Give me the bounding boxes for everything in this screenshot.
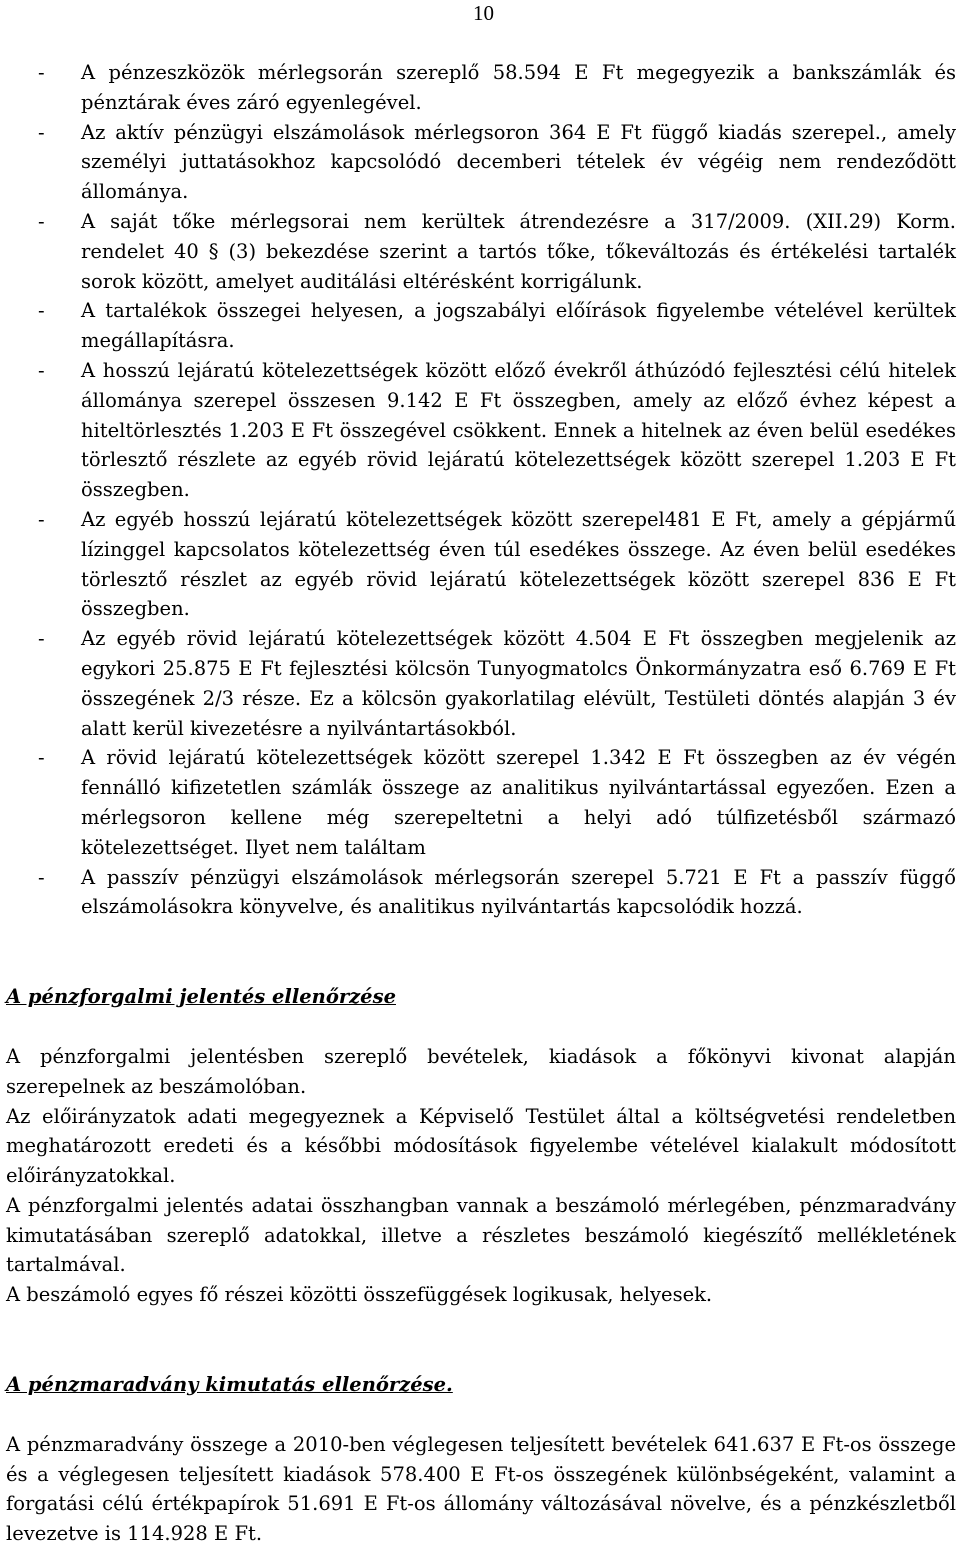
list-item bbox=[6, 505, 956, 624]
list-item-text: Az aktív pénzügyi elszámolások mérlegsoron 364 E Ft függő kiadás szerepel., amely személyi juttatásokhoz kapcsolódó decemberi tételek év végéig nem rendeződött állománya. bbox=[81, 120, 956, 204]
bullet-dash: - bbox=[38, 865, 45, 889]
bullet-dash: - bbox=[38, 746, 45, 770]
paragraph: A pénzforgalmi jelentésben szereplő bevételek, kiadások a főkönyvi kivonat alapján szerepelnek az beszámolóban. bbox=[6, 1044, 956, 1098]
list-item-text: Az egyéb rövid lejáratú kötelezettségek között 4.504 E Ft összegben megjelenik az egykori 25.875 E Ft fejlesztési kölcsön Tunyogmatolcs Önkormányzatra eső 6.769 E Ft összegének 2/3 része. Ez a kölcsön gyakorlatilag elévült, Testületi döntés alapján 3 év alatt kerül kivezetésre a nyilvántartásokból. bbox=[81, 627, 956, 740]
bullet-dash: - bbox=[38, 120, 45, 144]
bullet-list bbox=[6, 58, 956, 922]
list-item bbox=[6, 207, 956, 296]
cashflow-report-section bbox=[6, 982, 956, 1310]
document-body bbox=[6, 58, 956, 1549]
section-heading: A pénzmaradvány kimutatás ellenőrzése. bbox=[6, 1373, 453, 1397]
list-item-text: A tartalékok összegei helyesen, a jogszabályi előírások figyelembe vételével kerültek megállapításra. bbox=[81, 299, 956, 353]
list-item bbox=[6, 118, 956, 207]
list-item-text: A saját tőke mérlegsorai nem kerültek átrendezésre a 317/2009. (XII.29) Korm. rendelet 40 § (3) bekezdése szerint a tartós tőke, tőkeváltozás és értékelési tartalék sorok között, amelyet auditálási eltérésként korrigálunk. bbox=[81, 209, 956, 293]
section-heading: A pénzforgalmi jelentés ellenőrzése bbox=[6, 985, 396, 1009]
list-item-text: A rövid lejáratú kötelezettségek között szerepel 1.342 E Ft összegben az év végén fennálló kifizetetlen számlák összege az analitikus nyilvántartással egyezően. Ezen a mérlegsoron kellene még szerepeltetni a helyi adó túlfizetésből származó kötelezettséget. Ilyet nem találtam bbox=[81, 746, 956, 859]
paragraph: A pénzmaradvány összege a 2010-ben véglegesen teljesített bevételek 641.637 E Ft-os összege és a véglegesen teljesített kiadások 578.400 E Ft-os összegének különbségeként, valamint a forgatási célú értékpapírok 51.691 E Ft-os állomány változásával növelve, és a pénzkészletből levezetve is 114.928 E Ft. bbox=[6, 1432, 956, 1546]
bullet-dash: - bbox=[38, 299, 45, 323]
list-item bbox=[6, 863, 956, 923]
list-item-text: Az egyéb hosszú lejáratú kötelezettségek között szerepel481 E Ft, amely a gépjármű lízinggel kapcsolatos kötelezettség éven túl esedékes összege. Az éven belül esedékes törlesztő részlet az egyéb rövid lejáratú kötelezettségek között szerepel 836 E Ft összegben. bbox=[81, 507, 956, 621]
list-item bbox=[6, 743, 956, 862]
bullet-dash: - bbox=[38, 627, 45, 651]
list-item bbox=[6, 356, 956, 505]
page-number: 10 bbox=[473, 1, 494, 25]
list-item bbox=[6, 624, 956, 743]
bullet-dash: - bbox=[38, 61, 45, 84]
bullet-dash: - bbox=[38, 358, 45, 382]
paragraph: A pénzforgalmi jelentés adatai összhangban vannak a beszámoló mérlegében, pénzmaradvány kimutatásában szereplő adatokkal, illetve a részletes beszámoló kiegészítő mellékletének tartalmával. bbox=[6, 1193, 956, 1277]
list-item bbox=[6, 58, 956, 118]
list-item-text: A passzív pénzügyi elszámolások mérlegsorán szerepel 5.721 E Ft a passzív függő elszámolásokra könyvelve, és analitikus nyilvántartás kapcsolódik hozzá. bbox=[81, 865, 956, 919]
list-item-text: A hosszú lejáratú kötelezettségek között előző évekről áthúzódó fejlesztési célú hitelek állománya szerepel összesen 9.142 E Ft összegben, amely az előző évhez képest a hiteltörlesztés 1.203 E Ft összegével csökkent. Ennek a hitelnek az éven belül esedékes törlesztő részlete az egyéb rövid lejáratú kötelezettségek között szerepel 1.203 E Ft összegben. bbox=[81, 358, 956, 502]
list-item-text: A pénzeszközök mérlegsorán szereplő 58.594 E Ft megegyezik a bankszámlák és pénztárak éves záró egyenlegével. bbox=[81, 61, 956, 114]
bullet-dash: - bbox=[38, 209, 45, 233]
paragraph: Az előirányzatok adati megegyeznek a Képviselő Testület által a költségvetési rendeletben meghatározott eredeti és a későbbi módosítások figyelembe vételével kialakult módosított előirányzatokkal. bbox=[6, 1104, 956, 1188]
list-item bbox=[6, 296, 956, 356]
bullet-dash: - bbox=[38, 507, 45, 531]
paragraph: A beszámoló egyes fő részei közötti összefüggések logikusak, helyesek. bbox=[6, 1283, 713, 1307]
residual-statement-section bbox=[6, 1370, 956, 1549]
